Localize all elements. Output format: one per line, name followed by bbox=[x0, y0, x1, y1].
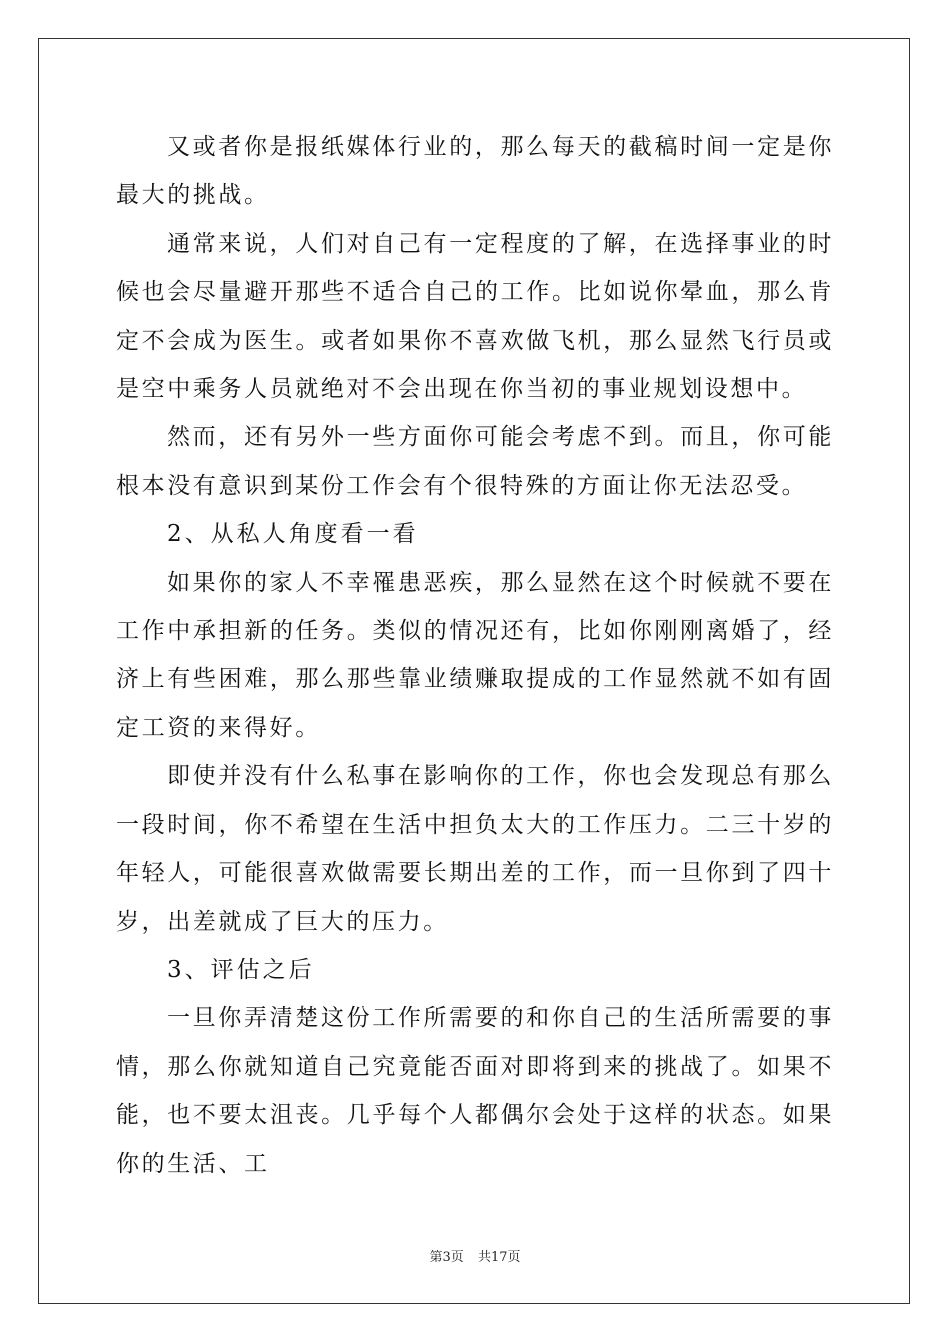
section-heading-2: 2、从私人角度看一看 bbox=[167, 521, 419, 548]
document-body bbox=[116, 123, 834, 1188]
paragraph-2: 通常来说，人们对自己有一定程度的了解，在选择事业的时候也会尽量避开那些不适合自己的工作。比如说你晕血，那么肯定不会成为医生。或者如果你不喜欢做飞机，那么显然飞行员或是空中乘务人员就绝对不会出现在你当初的事业规划设想中。 bbox=[116, 230, 834, 403]
paragraph-4: 如果你的家人不幸罹患恶疾，那么显然在这个时候就不要在工作中承担新的任务。类似的情况还有，比如你刚刚离婚了，经济上有些困难，那么那些靠业绩赚取提成的工作显然就不如有固定工资的来得好。 bbox=[116, 569, 834, 741]
paragraph-1: 又或者你是报纸媒体行业的，那么每天的截稿时间一定是你最大的挑战。 bbox=[116, 134, 834, 209]
section-heading-3: 3、评估之后 bbox=[167, 956, 315, 983]
paragraph-5: 即使并没有什么私事在影响你的工作，你也会发现总有那么一段时间，你不希望在生活中担负太大的工作压力。二三十岁的年轻人，可能很喜欢做需要长期出差的工作，而一旦你到了四十岁，出差就成了巨大的压力。 bbox=[116, 763, 834, 935]
paragraph-6: 一旦你弄清楚这份工作所需要的和你自己的生活所需要的事情，那么你就知道自己究竟能否面对即将到来的挑战了。如果不能，也不要太沮丧。几乎每个人都偶尔会处于这样的状态。如果你的生活、工 bbox=[116, 1005, 834, 1177]
page-total: 共17页 bbox=[477, 1250, 521, 1265]
paragraph-3: 然而，还有另外一些方面你可能会考虑不到。而且，你可能根本没有意识到某份工作会有个很特殊的方面让你无法忍受。 bbox=[116, 424, 834, 499]
page-number: 第3页 bbox=[429, 1250, 464, 1265]
page-footer bbox=[0, 1246, 950, 1265]
